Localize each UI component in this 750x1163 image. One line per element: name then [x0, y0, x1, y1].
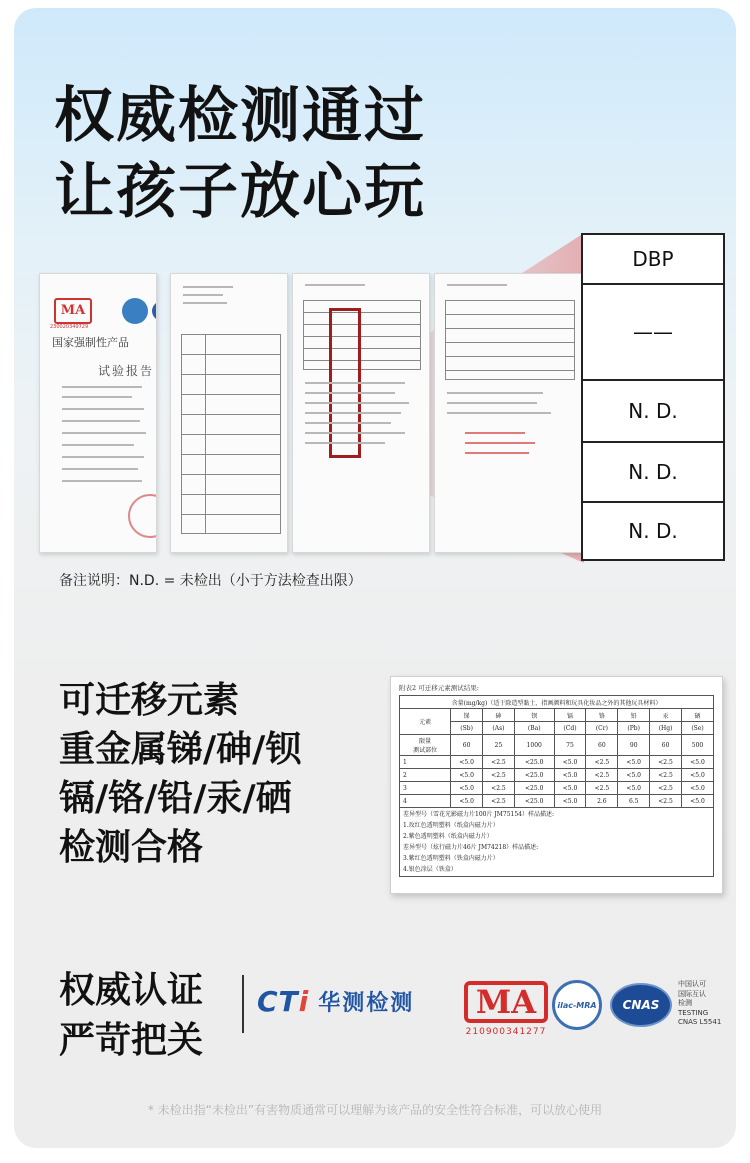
table-cell: <2.5: [586, 769, 618, 782]
note-line: 3.紫红色透明塑料（铁盒内磁力片）: [403, 855, 499, 862]
table-cell: <5.0: [554, 756, 586, 769]
dbp-result-cell: N. D.: [583, 381, 723, 443]
content-card: [14, 8, 736, 1148]
table-cell: <2.5: [650, 769, 682, 782]
note-line: 差异型号（雪花光影磁力片100片 JM75154）样品描述:: [403, 811, 555, 818]
report-cover-page: [39, 273, 157, 553]
table-cell: <5.0: [682, 756, 714, 769]
table-cell: <5.0: [451, 756, 483, 769]
heading-line: 镉/铬/铅/汞/硒: [59, 778, 292, 819]
dbp-zoom-table: [581, 233, 725, 561]
table-row: [400, 769, 714, 782]
table-cell: <2.5: [650, 795, 682, 808]
element-symbol-cell: (Se): [682, 722, 714, 735]
dbp-limit-cell: ——: [583, 285, 723, 381]
element-name-cell: 铅: [618, 709, 650, 722]
table-row: [400, 756, 714, 769]
table-cell: <2.5: [586, 756, 618, 769]
element-symbol-cell: (Cr): [586, 722, 618, 735]
dbp-header-cell: DBP: [583, 235, 723, 285]
red-stamp: [128, 494, 157, 538]
table-cell: <25.0: [514, 769, 554, 782]
ma-mini-number: 230020349729: [50, 324, 89, 330]
report-page-4: [434, 273, 582, 553]
table-row: [400, 795, 714, 808]
limit-value-cell: 25: [483, 735, 515, 756]
heading-line: 严苛把关: [59, 1020, 204, 1061]
table-cell: <5.0: [451, 769, 483, 782]
table-header-note: 含量(mg/kg)（适于除造型黏土、指画颜料和玩具化妆品之外的其他玩具材料）: [400, 696, 714, 709]
table-cell: <5.0: [618, 756, 650, 769]
heading-line: 可迁移元素: [59, 680, 240, 721]
dbp-result-cell: N. D.: [583, 443, 723, 503]
cti-logo-i: i: [298, 985, 309, 1018]
limit-value-cell: 75: [554, 735, 586, 756]
table-cell: <5.0: [618, 769, 650, 782]
cma-logo-text: MA: [475, 983, 537, 1021]
table-cell: 3: [400, 782, 451, 795]
ilac-mra-logo: ilac-MRA: [552, 980, 602, 1030]
ilac-mini-logo: [122, 298, 148, 324]
cti-logo-text: 华测检测: [318, 991, 415, 1016]
element-symbol-cell: (Cd): [554, 722, 586, 735]
element-table-title: 附表2 可迁移元素测试结果:: [399, 684, 479, 692]
divider: [242, 975, 244, 1033]
element-symbol-cell: (Pb): [618, 722, 650, 735]
hero-title: [54, 78, 426, 230]
note-line: 1.玫红色透明塑料（纸盒内磁力片）: [403, 822, 499, 829]
element-label-cell: 元素: [400, 709, 451, 735]
table-cell: <2.5: [650, 782, 682, 795]
report-title: 国家强制性产品: [52, 336, 129, 349]
cma-logo: [464, 981, 548, 1037]
cnas-side-text: 中国认可 国际互认 检测 TESTING CNAS L5541: [678, 980, 722, 1026]
table-cell: <5.0: [554, 795, 586, 808]
table-cell: 4: [400, 795, 451, 808]
element-name-cell: 铬: [586, 709, 618, 722]
sample-notes: [400, 808, 714, 877]
element-symbol-cell: (Ba): [514, 722, 554, 735]
report-page-3: [292, 273, 430, 553]
element-symbol-cell: (Sb): [451, 722, 483, 735]
hero-title-line1: 权威检测通过: [54, 81, 426, 151]
table-cell: <5.0: [682, 795, 714, 808]
limit-value-cell: 500: [682, 735, 714, 756]
footnote: * 未检出指“未检出”有害物质通常可以理解为该产品的安全性符合标准，可以放心使用: [147, 1103, 603, 1117]
ma-mini-logo: MA: [54, 298, 92, 324]
heading-line: 权威认证: [59, 970, 204, 1011]
heading-line: 重金属锑/砷/钡: [59, 729, 302, 770]
table-cell: <2.5: [483, 795, 515, 808]
cnas-mini-logo: [152, 300, 157, 322]
element-name-cell: 硒: [682, 709, 714, 722]
report-documents: [39, 273, 584, 558]
limit-value-cell: 60: [451, 735, 483, 756]
table-cell: <5.0: [618, 782, 650, 795]
cma-number: 210900341277: [465, 1027, 547, 1037]
heading-line: 检测合格: [59, 827, 204, 868]
element-symbol-cell: (As): [483, 722, 515, 735]
element-symbol-cell: (Hg): [650, 722, 682, 735]
table-cell: <2.5: [483, 769, 515, 782]
cti-logo-ct: CT: [257, 985, 299, 1018]
nd-note: 备注说明：N.D. = 未检出（小于方法检查出限）: [59, 573, 362, 589]
table-cell: <5.0: [451, 795, 483, 808]
table-cell: <5.0: [451, 782, 483, 795]
element-results-table: [399, 695, 714, 877]
element-name-cell: 锑: [451, 709, 483, 722]
element-name-cell: 汞: [650, 709, 682, 722]
cti-logo: [257, 985, 414, 1018]
table-cell: 2.6: [586, 795, 618, 808]
table-cell: 2: [400, 769, 451, 782]
table-cell: 1: [400, 756, 451, 769]
table-cell: <5.0: [554, 769, 586, 782]
element-name-cell: 钡: [514, 709, 554, 722]
limit-value-cell: 60: [586, 735, 618, 756]
report-subtitle: 试验报告: [98, 364, 155, 378]
table-cell: <2.5: [483, 756, 515, 769]
note-line: 2.紫色透明塑料（纸盒内磁力片）: [403, 833, 493, 840]
table-cell: <25.0: [514, 782, 554, 795]
element-name-cell: 镉: [554, 709, 586, 722]
table-cell: <5.0: [682, 769, 714, 782]
hero-title-line2: 让孩子放心玩: [54, 157, 426, 227]
table-row: [400, 782, 714, 795]
table-cell: <25.0: [514, 756, 554, 769]
element-name-cell: 砷: [483, 709, 515, 722]
table-cell: <2.5: [650, 756, 682, 769]
element-test-document: [390, 676, 723, 894]
table-cell: <2.5: [586, 782, 618, 795]
note-line: 差异型号（炫行磁力片46片 JM74218）样品描述:: [403, 844, 539, 851]
limit-value-cell: 90: [618, 735, 650, 756]
table-cell: <5.0: [554, 782, 586, 795]
report-page-2: [170, 273, 288, 553]
dbp-result-cell: N. D.: [628, 519, 678, 543]
section-certification-heading: [59, 966, 203, 1066]
table-cell: <5.0: [682, 782, 714, 795]
table-cell: 6.5: [618, 795, 650, 808]
section-heavy-metals-heading: [59, 676, 301, 872]
table-cell: <2.5: [483, 782, 515, 795]
cnas-logo: CNAS: [610, 983, 672, 1027]
limit-value-cell: 1000: [514, 735, 554, 756]
limit-value-cell: 60: [650, 735, 682, 756]
limit-label-cell: 限量 测试部位: [400, 735, 451, 756]
note-line: 4.银色涂层（铁盒）: [403, 866, 457, 873]
table-cell: <25.0: [514, 795, 554, 808]
